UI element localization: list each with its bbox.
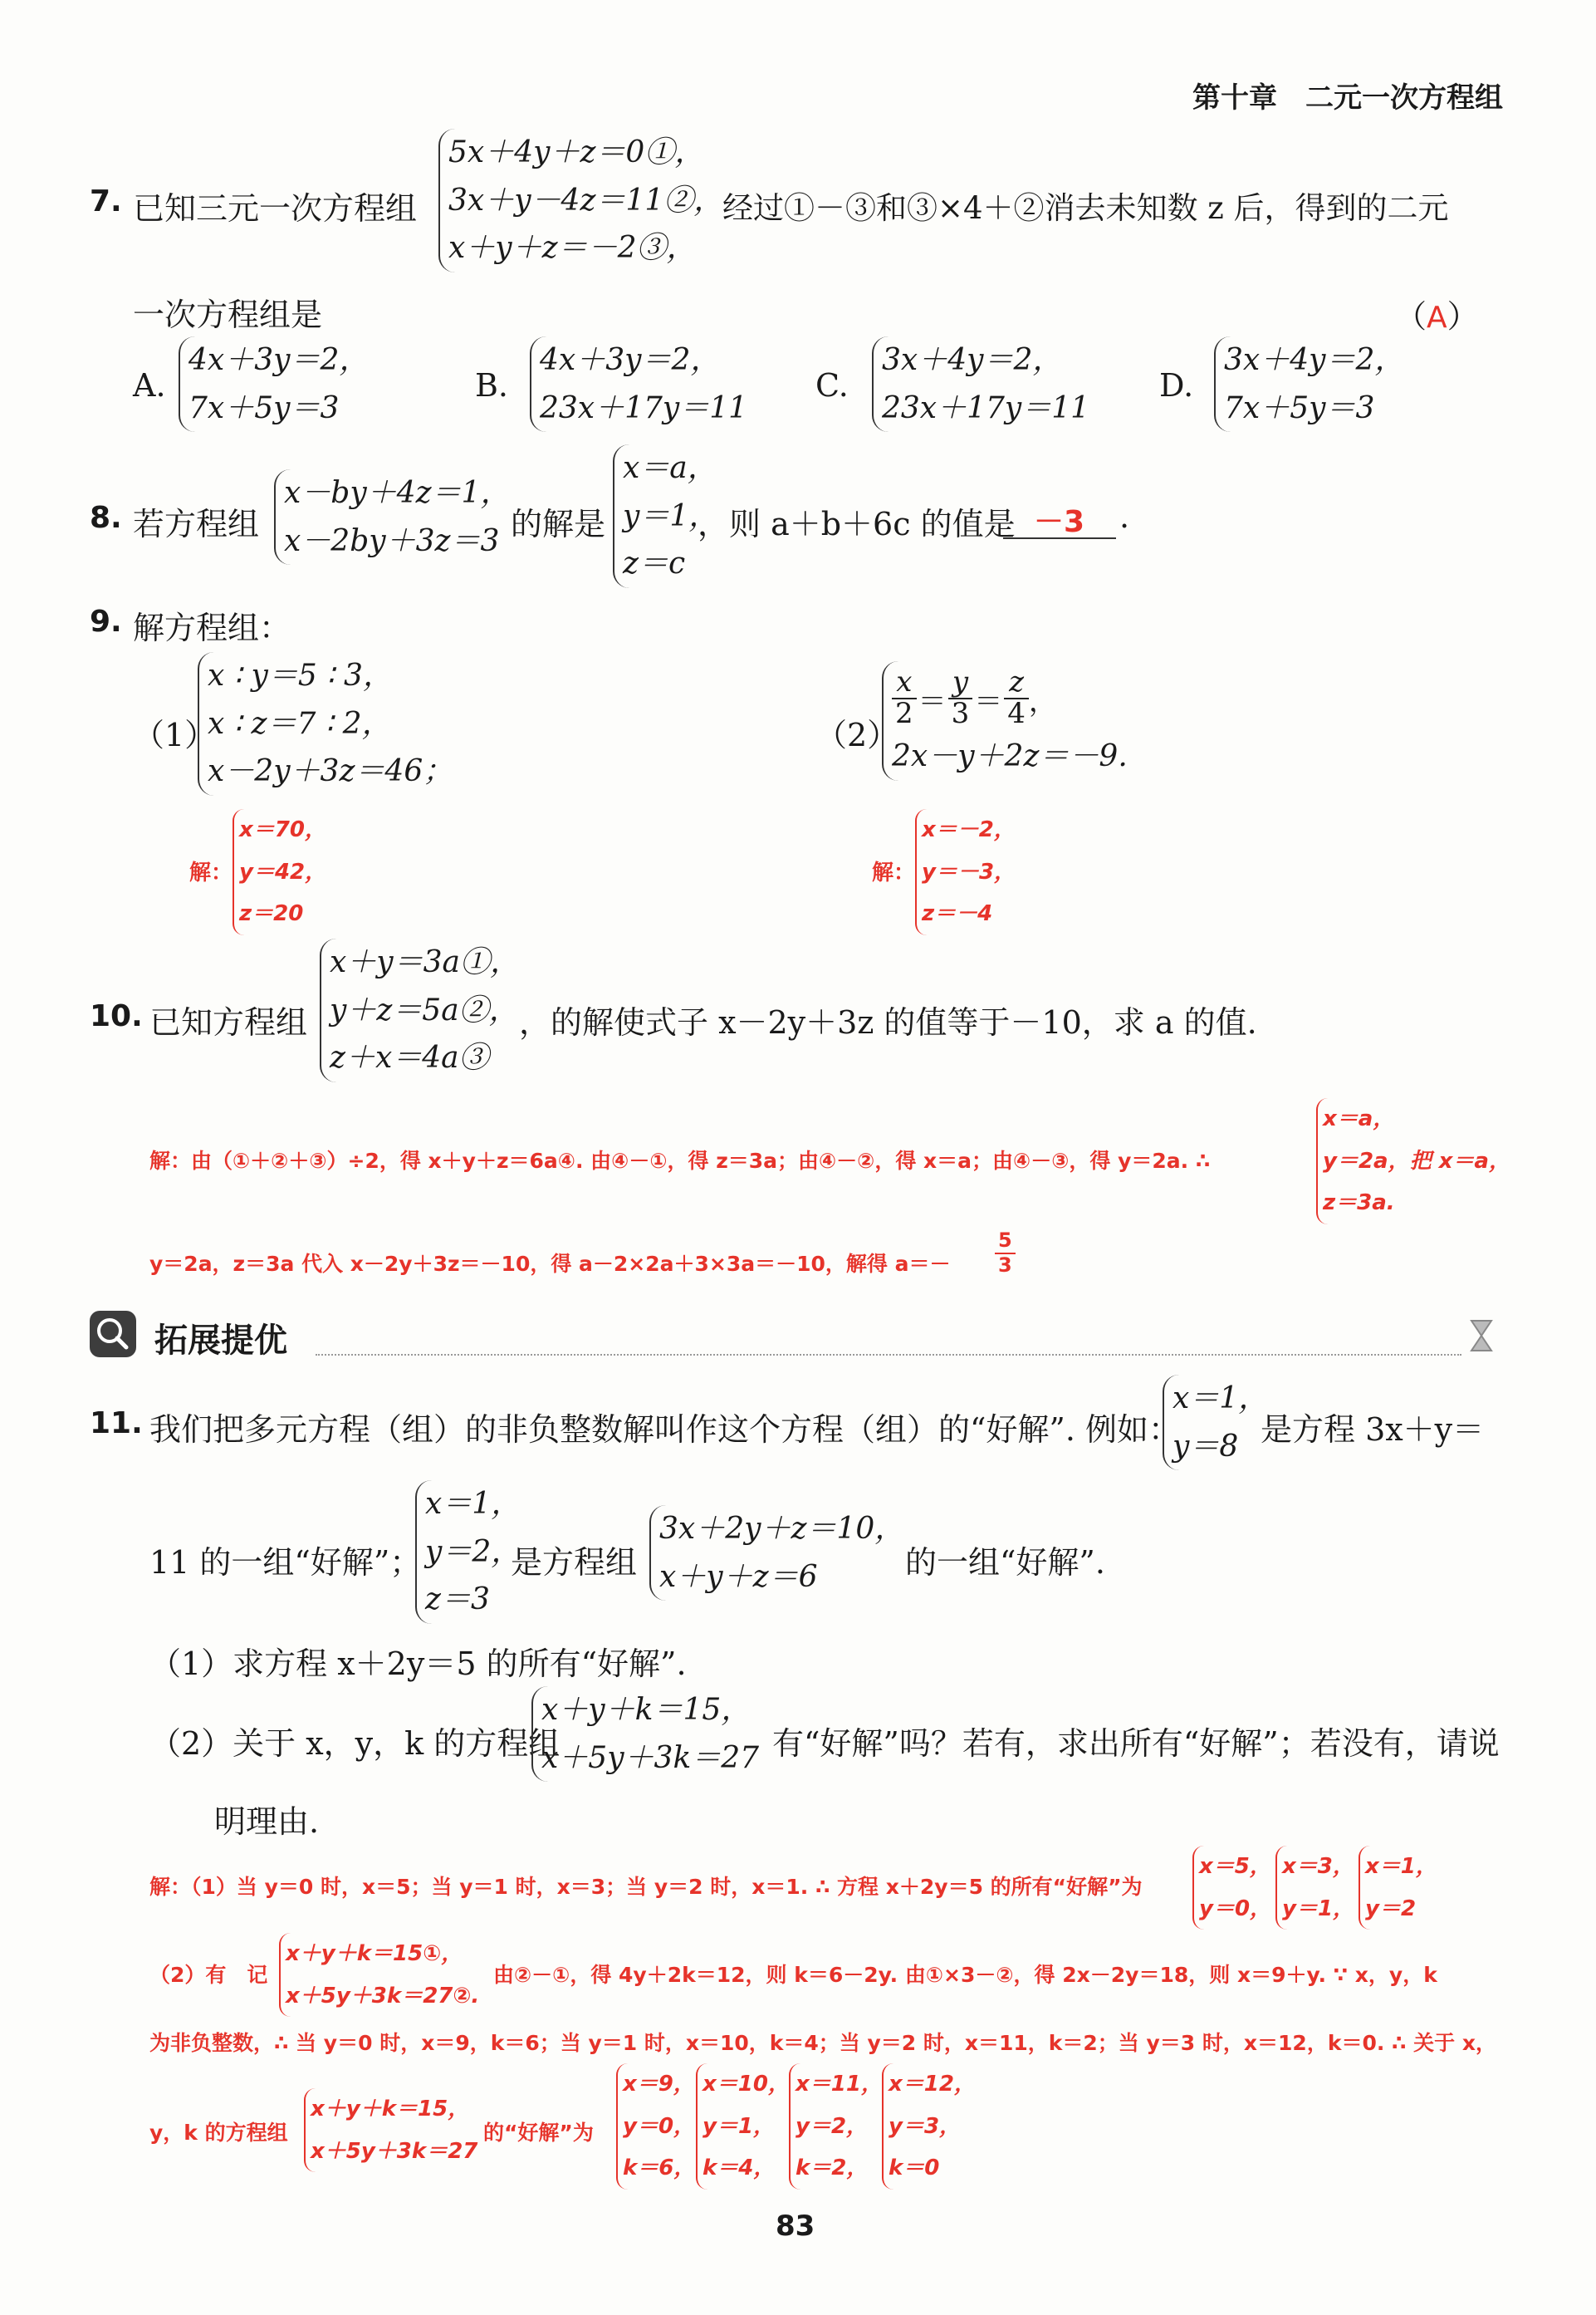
q9-p1-system [198, 652, 453, 796]
q7-text-c: 一次方程组是 [133, 297, 323, 333]
q9-p2-system [882, 661, 1128, 781]
q11-ans1-sol-1-x: x＝5， [1199, 1854, 1271, 1879]
q11-example-b [415, 1480, 521, 1624]
q10-ans-x: x＝a， [1323, 1106, 1395, 1131]
q8-text-a: 若方程组 [133, 506, 260, 542]
q7-option-b-eq2: 23x＋17y＝11 [540, 390, 748, 425]
q7-option-b-label: B. [475, 367, 509, 404]
q10-eq2: y＋z＝5a②， [330, 993, 519, 1028]
q10-answer-line1: 解：由（①＋②＋③）÷2，得 x＋y＋z＝6a④. 由④－①，得 z＝3a；由④－②，得 x＝a；由④－③，得 y＝2a. ∴ [149, 1149, 1211, 1173]
q9-p2-ans-x: x＝－2， [922, 817, 1016, 842]
q8-sol-x: x＝a， [623, 451, 717, 485]
q7-option-a-eq1: 4x＋3y＝2， [188, 343, 370, 377]
q11-part2-c: 明理由. [214, 1803, 320, 1840]
q11-answer-4-a: y，k 的方程组 [149, 2121, 288, 2145]
q11-ans1-sol-2 [1275, 1846, 1354, 1930]
q9-p2-eq2: 2x－y＋2z＝－9. [892, 739, 1128, 773]
q11-ans1-sol-2-y: y＝1， [1282, 1896, 1355, 1921]
q11-number: 11. [90, 1406, 143, 1440]
q11-part2-a: （2）关于 x，y，k 的方程组 [149, 1725, 561, 1762]
q11-good-sol-1-k: k＝6， [623, 2156, 696, 2181]
q9-p1-ans-x: x＝70， [239, 817, 326, 842]
q11-example-b-y: y＝2， [425, 1534, 521, 1569]
q11-text-b: 是方程 3x＋y＝ [1261, 1411, 1485, 1448]
q10-text-b: ，的解使式子 x－2y＋3z 的值等于－10，求 a 的值. [519, 1004, 1257, 1041]
q11-example-a [1163, 1375, 1268, 1470]
q7-option-b [530, 336, 747, 432]
q8-number: 8. [90, 501, 122, 535]
q7-paren-right: ） [1447, 298, 1479, 335]
hourglass-icon [1470, 1319, 1493, 1352]
q7-answer: A [1427, 301, 1447, 335]
section-rule [316, 1354, 1461, 1356]
q9-p1-eq2: x ∶ z＝7 ∶ 2， [208, 706, 392, 741]
q11-part1: （1）求方程 x＋2y＝5 的所有“好解”. [149, 1646, 687, 1682]
q11-ans1-sol-3-y: y＝2 [1365, 1896, 1417, 1921]
q11-ans4-eq2: x＋5y＋3k＝27 [311, 2138, 478, 2164]
q7-option-c-eq2: 23x＋17y＝11 [882, 390, 1090, 425]
q11-ans1-sol-1-y: y＝0， [1199, 1896, 1272, 1921]
page-number: 83 [776, 2210, 815, 2243]
q7-eq2: 3x＋y－4z＝11②， [448, 183, 724, 218]
q7-option-c-eq1: 3x＋4y＝2， [882, 343, 1063, 377]
hourglass-shape [1470, 1319, 1493, 1352]
section-title: 拓展提优 [154, 1322, 287, 1360]
q10-ans-z: z＝3a. [1323, 1190, 1395, 1216]
q8-eq2: x－2by＋3z＝3 [284, 523, 500, 558]
q11-text-e: 的一组“好解”. [905, 1544, 1105, 1581]
q8-text-c: ，则 a＋b＋6c 的值是 [698, 506, 1016, 542]
q10-answer-fraction [995, 1229, 1016, 1277]
q11-part2-eq2: x＋5y＋3k＝27 [541, 1740, 760, 1775]
q7-eq3: x＋y＋z＝－2③， [448, 231, 697, 266]
q8-text-b: 的解是 [511, 506, 606, 542]
q10-number: 10. [90, 999, 143, 1033]
q11-example-a-x: x＝1， [1173, 1381, 1269, 1415]
q10-frac-num: 5 [998, 1229, 1012, 1252]
q7-option-a-label: A. [133, 367, 166, 404]
q9-p1-ans-y: y＝42， [239, 859, 327, 885]
q11-example-b-x: x＝1， [425, 1487, 521, 1521]
q11-ans1-sol-2-x: x＝3， [1282, 1854, 1354, 1879]
q9-p2-frac-z-den: 4 [1004, 698, 1029, 729]
q9-p2-answer-label: 解： [872, 861, 916, 885]
q10-answer-system [1316, 1098, 1510, 1224]
q9-p1-eq3: x－2y＋3z＝46； [208, 754, 453, 789]
q9-p2-frac-y [948, 665, 973, 730]
q11-example-c [649, 1505, 904, 1601]
q9-p2-eq-sign-2: ＝ [974, 684, 1003, 719]
q10-answer-line2: y＝2a，z＝3a 代入 x－2y＋3z＝－10，得 a－2×2a＋3×3a＝－10，解得 a＝－ [149, 1252, 951, 1276]
q9-p2-frac-x [892, 665, 917, 730]
q11-good-sol-4-x: x＝12， [889, 2072, 976, 2097]
q7-option-b-eq1: 4x＋3y＝2， [540, 343, 721, 377]
q9-p1-ans-z: z＝20 [239, 901, 304, 927]
q7-option-c [872, 336, 1089, 432]
q11-good-sol-3-y: y＝2， [796, 2113, 869, 2139]
q11-good-sol-2-y: y＝1， [703, 2113, 776, 2139]
q8-sol-y: y＝1， [623, 498, 719, 533]
q11-good-sol-4 [882, 2063, 976, 2190]
q11-example-b-z: z＝3 [425, 1582, 490, 1617]
q11-good-sol-3 [789, 2063, 883, 2190]
q7-eq1: 5x＋4y＋z＝0①， [448, 135, 705, 169]
q8-system [274, 469, 510, 565]
q11-good-sol-4-k: k＝0 [889, 2156, 940, 2181]
q11-answer-1: 解：（1）当 y＝0 时，x＝5；当 y＝1 时，x＝3；当 y＝2 时，x＝1. ∴ 方程 x＋2y＝5 的所有“好解”为 [149, 1875, 1143, 1899]
q9-p2-label: （2） [815, 717, 899, 753]
q10-text-a: 已知方程组 [149, 1004, 308, 1041]
q7-text-a: 已知三元一次方程组 [133, 190, 418, 227]
q9-p2-eq-sign-1: ＝ [918, 684, 947, 719]
q11-good-sol-3-k: k＝2， [796, 2156, 869, 2181]
q9-p2-frac-y-num: y [952, 665, 969, 699]
q11-good-sol-2 [696, 2063, 790, 2190]
q11-part2-system [531, 1686, 759, 1782]
q7-paren-left: （ [1395, 298, 1427, 335]
q11-part2-b: 有“好解”吗？若有，求出所有“好解”；若没有，请说 [772, 1725, 1500, 1762]
q9-p2-ans-z: z＝－4 [922, 901, 993, 927]
q11-good-sol-1-x: x＝9， [623, 2072, 695, 2097]
q11-part2-eq1: x＋y＋k＝15， [541, 1693, 751, 1727]
q11-ans1-sol-3 [1359, 1846, 1437, 1930]
q11-ans4-system [304, 2088, 477, 2172]
magnifier-icon [90, 1311, 136, 1357]
q11-ans2-eq1: x＋y＋k＝15①， [286, 1941, 463, 1966]
q7-option-d [1214, 336, 1404, 432]
q9-p2-frac-x-den: 2 [892, 698, 917, 729]
q10-system [320, 939, 520, 1082]
q9-p2-proportion [892, 665, 1128, 733]
q7-answer-paren [1395, 291, 1479, 336]
q11-answer-2-b: 由②－①，得 4y＋2k＝12，则 k＝6－2y. 由①×3－②，得 2x－2y＝18，则 x＝9＋y. ∵ x，y，k [493, 1963, 1437, 1987]
q9-p1-answer [233, 809, 326, 935]
q10-ans-y: y＝2a，把 x＝a， [1323, 1148, 1510, 1174]
q7-system [438, 129, 723, 272]
q9-p2-comma: ， [1028, 684, 1057, 719]
q7-option-c-label: C. [815, 367, 849, 404]
q11-answer-3: 为非负整数，∴ 当 y＝0 时，x＝9，k＝6；当 y＝1 时，x＝10，k＝4；当 y＝2 时，x＝11，k＝2；当 y＝3 时，x＝12，k＝0. ∴ 关于 x， [149, 2031, 1496, 2055]
q9-p1-label: （1） [133, 717, 217, 753]
q11-text-c: 11 的一组“好解”； [149, 1544, 422, 1581]
q7-number: 7. [90, 184, 122, 218]
q11-example-a-y: y＝8 [1173, 1429, 1239, 1464]
q11-ans2-eq2: x＋5y＋3k＝27②. [286, 1983, 480, 2008]
q9-number: 9. [90, 605, 122, 639]
q9-p2-frac-y-den: 3 [948, 698, 973, 729]
q8-end: . [1119, 498, 1130, 535]
q11-good-sol-4-y: y＝3， [889, 2113, 962, 2139]
q11-example-c-eq2: x＋y＋z＝6 [659, 1559, 818, 1594]
q7-option-d-eq2: 7x＋5y＝3 [1224, 390, 1375, 425]
q7-text-b: 经过①－③和③×4＋②消去未知数 z 后，得到的二元 [722, 190, 1449, 226]
q11-text-d: 是方程组 [511, 1544, 638, 1581]
q11-ans2-system [279, 1933, 479, 2017]
q7-option-a-eq2: 7x＋5y＝3 [188, 390, 340, 425]
q11-text-a: 我们把多元方程（组）的非负整数解叫作这个方程（组）的“好解”. 例如： [149, 1411, 1181, 1448]
q9-p2-frac-z [1004, 665, 1029, 730]
q8-eq1: x－by＋4z＝1， [284, 476, 511, 510]
q7-option-a [179, 336, 369, 432]
q11-good-sol-3-x: x＝11， [796, 2072, 883, 2097]
q9-p2-frac-x-num: x [896, 665, 913, 699]
q9-p2-ans-y: y＝－3， [922, 859, 1016, 885]
q9-p2-frac-z-num: z [1009, 665, 1025, 699]
q11-answer-2-a: （2）有 记 [149, 1963, 268, 1987]
q11-good-sol-1-y: y＝0， [623, 2113, 696, 2139]
q8-answer: －3 [1034, 505, 1085, 539]
q11-good-sol-2-k: k＝4， [703, 2156, 776, 2181]
q11-example-c-eq1: 3x＋2y＋z＝10， [659, 1512, 905, 1546]
q7-option-d-eq1: 3x＋4y＝2， [1224, 343, 1405, 377]
q11-good-sol-2-x: x＝10， [703, 2072, 790, 2097]
q7-option-d-label: D. [1159, 367, 1194, 404]
chapter-header: 第十章 二元一次方程组 [1192, 81, 1503, 115]
q11-good-sol-1 [616, 2063, 695, 2190]
q11-answer-4-b: 的“好解”为 [483, 2121, 594, 2145]
q11-ans1-sol-3-x: x＝1， [1365, 1854, 1437, 1879]
q9-p1-eq1: x ∶ y＝5 ∶ 3， [208, 659, 393, 693]
q10-eq3: z＋x＝4a③ [330, 1041, 489, 1076]
q10-frac-den: 3 [995, 1253, 1016, 1278]
q8-sol-z: z＝c [623, 547, 686, 581]
q9-text: 解方程组： [133, 610, 291, 646]
q9-p1-answer-label: 解： [189, 861, 233, 885]
q11-ans1-sol-1 [1192, 1846, 1271, 1930]
q9-p2-answer [915, 809, 1016, 935]
q11-ans4-eq1: x＋y＋k＝15， [311, 2097, 470, 2121]
search-extend-icon [90, 1311, 136, 1357]
q10-eq1: x＋y＝3a①， [330, 945, 521, 979]
